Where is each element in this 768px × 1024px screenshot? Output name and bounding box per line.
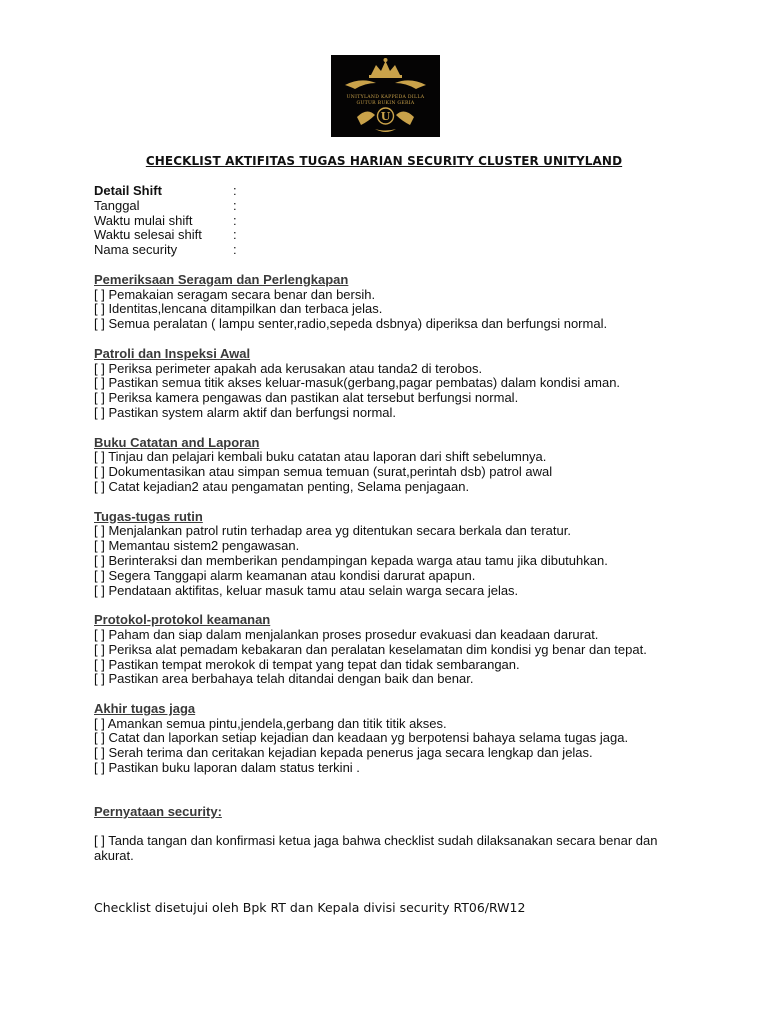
- section-heading: Pemeriksaan Seragam dan Perlengkapan: [94, 271, 349, 287]
- svg-text:UNITYLAND KAPPEDA DILLA: UNITYLAND KAPPEDA DILLA: [346, 95, 425, 100]
- statement-text: [ ] Tanda tangan dan konfirmasi ketua jaga bahwa checklist sudah dilaksanakan secara benar dan akurat.: [94, 833, 658, 864]
- svg-text:GUTUR BUKIN GERIA: GUTUR BUKIN GERIA: [356, 101, 415, 106]
- shift-colon: :: [233, 212, 237, 228]
- checklist-item: [ ] Pastikan buku laporan dalam status terkini .: [94, 760, 360, 776]
- checklist-item: [ ] Catat kejadian2 atau pengamatan penting, Selama penjagaan.: [94, 478, 470, 494]
- checklist-item: [ ] Serah terima dan ceritakan kejadian kepada penerus jaga secara lengkap dan jelas.: [94, 745, 593, 761]
- checklist-item: [ ] Segera Tanggapi alarm keamanan atau kondisi darurat apapun.: [94, 567, 476, 583]
- statement-heading: Pernyataan security:: [94, 803, 222, 819]
- checklist-item: [ ] Pastikan area berbahaya telah ditandai dengan baik dan benar.: [94, 671, 474, 687]
- shift-row: [94, 228, 714, 243]
- shift-label: Tanggal: [94, 197, 140, 213]
- shift-label: Waktu mulai shift: [94, 212, 193, 228]
- shift-details: [94, 184, 714, 258]
- checklist-item: [ ] Pendataan aktifitas, keluar masuk tamu atau selain warga secara jelas.: [94, 582, 519, 598]
- checklist-item: [ ] Periksa alat pemadam kebakaran dan peralatan keselamatan dim kondisi yg benar dan tepat.: [94, 641, 647, 657]
- shift-label: Nama security: [94, 242, 178, 258]
- section-tugas-rutin: [94, 510, 714, 599]
- shift-row: [94, 214, 714, 229]
- shift-row: [94, 243, 714, 258]
- checklist-item: [ ] Dokumentasikan atau simpan semua temuan (surat,perintah dsb) patrol awal: [94, 464, 553, 480]
- approval-note: Checklist disetujui oleh Bpk RT dan Kepala divisi security RT06/RW12: [94, 900, 526, 915]
- shift-colon: :: [233, 197, 237, 213]
- unityland-logo: [331, 55, 440, 137]
- shift-colon: :: [233, 242, 237, 258]
- section-heading: Tugas-tugas rutin: [94, 508, 203, 524]
- checklist-item: [ ] Amankan semua pintu,jendela,gerbang dan titik titik akses.: [94, 715, 447, 731]
- shift-colon: :: [233, 227, 237, 243]
- shift-row: [94, 199, 714, 214]
- checklist-item: [ ] Catat dan laporkan setiap kejadian dan keadaan yg berpotensi bahaya selama tugas jaga.: [94, 730, 629, 746]
- section-seragam: [94, 273, 714, 332]
- section-heading: Protokol-protokol keamanan: [94, 612, 271, 628]
- checklist-item: [ ] Pastikan semua titik akses keluar-masuk(gerbang,pagar pembatas) dalam kondisi aman.: [94, 375, 621, 391]
- section-patroli: [94, 347, 714, 421]
- checklist-item: [ ] Semua peralatan ( lampu senter,radio,sepeda dsbnya) diperiksa dan berfungsi normal.: [94, 316, 608, 332]
- checklist-item: [ ] Periksa perimeter apakah ada kerusakan atau tanda2 di terobos.: [94, 360, 483, 376]
- checklist-item: [ ] Berinteraksi dan memberikan pendampingan kepada warga atau tamu jika dibutuhkan.: [94, 552, 608, 568]
- section-protokol: [94, 613, 714, 687]
- checklist-item: [ ] Memantau sistem2 pengawasan.: [94, 538, 300, 554]
- section-heading: Akhir tugas jaga: [94, 700, 196, 716]
- section-heading: Patroli dan Inspeksi Awal: [94, 345, 251, 361]
- checklist-body: [94, 184, 714, 864]
- checklist-item: [ ] Identitas,lencana ditampilkan dan terbaca jelas.: [94, 301, 383, 317]
- shift-row: [94, 184, 714, 199]
- shift-label: Detail Shift: [94, 183, 162, 198]
- checklist-item: [ ] Paham dan siap dalam menjalankan proses prosedur evakuasi dan keadaan darurat.: [94, 626, 599, 642]
- svg-text:U: U: [380, 110, 391, 123]
- section-buku-catatan: [94, 436, 714, 495]
- checklist-item: [ ] Pastikan system alarm aktif dan berfungsi normal.: [94, 404, 397, 420]
- checklist-item: [ ] Pastikan tempat merokok di tempat yang tepat dan tidak sembarangan.: [94, 656, 520, 672]
- document-title: CHECKLIST AKTIFITAS TUGAS HARIAN SECURITY CLUSTER UNITYLAND: [145, 154, 623, 168]
- shift-colon: :: [233, 183, 237, 198]
- checklist-item: [ ] Pemakaian seragam secara benar dan bersih.: [94, 286, 376, 302]
- checklist-item: [ ] Periksa kamera pengawas dan pastikan alat tersebut berfungsi normal.: [94, 390, 519, 406]
- section-heading: Buku Catatan and Laporan: [94, 434, 260, 450]
- checklist-item: [ ] Menjalankan patrol rutin terhadap area yg ditentukan secara berkala dan teratur.: [94, 523, 571, 539]
- crest-emblem-icon: [331, 55, 440, 137]
- shift-label: Waktu selesai shift: [94, 227, 202, 243]
- checklist-item: [ ] Tinjau dan pelajari kembali buku catatan atau laporan dari shift sebelumnya.: [94, 449, 547, 465]
- section-akhir-tugas: [94, 702, 714, 776]
